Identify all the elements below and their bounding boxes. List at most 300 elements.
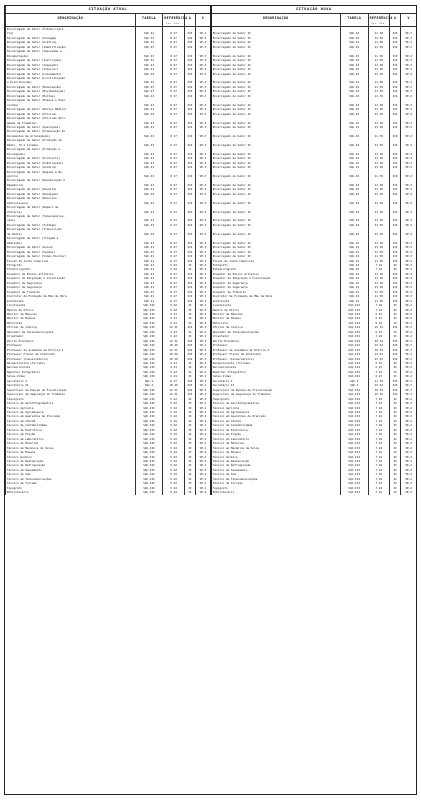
a-cell-nova: II xyxy=(389,410,400,414)
a-cell-nova: II xyxy=(389,370,400,374)
v-cell-atual: VE-3 xyxy=(196,294,211,298)
tabela-cell-atual: SQC-II xyxy=(135,299,163,303)
referencia-cell-nova: 11 30 xyxy=(368,36,389,40)
referencia-cell-nova: 11 30 xyxy=(368,72,389,76)
referencia-cell-nova: 11 30 xyxy=(368,254,389,258)
denominacao-cell-nova: Topógrafo xyxy=(211,486,341,490)
tabela-cell-nova: SQC-III xyxy=(340,325,368,329)
tabela-cell-atual: SQC-III xyxy=(135,406,163,410)
a-cell-nova: III xyxy=(389,299,400,303)
referencia-cell-atual: 8 27 xyxy=(163,58,184,62)
col-v-atual: V xyxy=(196,14,211,27)
tabela-cell-nova: SQC-II xyxy=(340,54,368,58)
denominacao-cell-nova: Supervisor de Segurança do Trabalho xyxy=(211,392,341,396)
tabela-cell-atual: SQC-III xyxy=(135,455,163,459)
denominacao-cell-atual: sições) xyxy=(6,103,136,107)
tabela-cell-nova: SQC-III xyxy=(340,321,368,325)
tabela-cell-atual: SQC-III xyxy=(135,490,163,494)
tabela-cell-nova: SQC-III xyxy=(340,472,368,476)
a-cell-nova: III xyxy=(389,281,400,285)
referencia-cell-atual: 8 27 xyxy=(163,72,184,76)
a-cell-atual: III xyxy=(184,276,195,280)
referencia-cell-atual: 8 27 xyxy=(163,174,184,178)
v-cell-atual: VE-3 xyxy=(196,285,211,289)
referencia-cell-atual: 8 27 xyxy=(163,187,184,191)
referencia-cell-atual: 8 27 xyxy=(163,281,184,285)
v-cell-nova: VE-2 xyxy=(401,437,416,441)
v-cell-atual: VE-3 xyxy=(196,245,211,249)
denominacao-cell-atual: Encarregado de Setor (Recepção) xyxy=(6,192,136,196)
tabela-cell-nova: SQC-II xyxy=(340,103,368,107)
tabela-cell-atual: SQC-III xyxy=(135,388,163,392)
denominacao-cell-atual: Técnico em Fiação xyxy=(6,432,136,436)
denominacao-cell-nova: Encarregado de Setor II xyxy=(211,254,341,258)
a-cell-nova: II xyxy=(389,321,400,325)
a-cell-nova: II xyxy=(389,486,400,490)
referencia-cell-atual: 4 21 xyxy=(163,312,184,316)
tabela-cell-nova: SQC-II xyxy=(340,161,368,165)
a-cell-nova: II xyxy=(389,481,400,485)
tabela-cell-atual: SQC-II xyxy=(135,161,163,165)
v-cell-nova: VE-3 xyxy=(401,232,416,236)
a-cell-atual: III xyxy=(184,218,195,222)
tabela-cell-atual: SQC-III xyxy=(135,357,163,361)
a-cell-nova: III xyxy=(389,250,400,254)
referencia-cell-nova: 11 30 xyxy=(368,192,389,196)
v-cell-nova: VE-2 xyxy=(401,414,416,418)
a-cell-atual: II xyxy=(184,459,195,463)
denominacao-cell-atual: Técnico Agrícola xyxy=(6,406,136,410)
referencia-cell-atual: 5 22 xyxy=(163,414,184,418)
denominacao-cell-atual: Técnico de Contabilidade xyxy=(6,423,136,427)
denominacao-cell-atual: Pagadoria) xyxy=(6,183,136,187)
referencia-cell-nova: 11 30 xyxy=(368,112,389,116)
a-cell-atual: III xyxy=(184,85,195,89)
tabela-cell-atual: SQC-II xyxy=(135,112,163,116)
tabela-cell-atual: SQC-III xyxy=(135,472,163,476)
referencia-cell-nova: 7 24 xyxy=(368,437,389,441)
denominacao-cell-nova: Técnico de Restauração xyxy=(211,459,341,463)
a-cell-atual: III xyxy=(184,183,195,187)
tabela-cell-atual: SQC-III xyxy=(135,414,163,418)
v-cell-atual: VE-3 xyxy=(196,103,211,107)
v-cell-atual: VE-3 xyxy=(196,348,211,352)
tabela-cell-atual: SQC-II xyxy=(135,245,163,249)
a-cell-nova: III xyxy=(389,174,400,178)
a-cell-nova: III xyxy=(389,276,400,280)
denominacao-cell-atual: Encarregado de Setor (Inspeção) xyxy=(6,63,136,67)
referencia-cell-nova: 11 30 xyxy=(368,58,389,62)
a-cell-nova: II xyxy=(389,459,400,463)
denominacao-cell-atual: ções) xyxy=(6,218,136,222)
a-cell-atual: III xyxy=(184,201,195,205)
referencia-cell-atual: 5 22 xyxy=(163,490,184,494)
denominacao-cell-atual: Admissão) xyxy=(6,241,136,245)
referencia-cell-nova: 11 30 xyxy=(368,245,389,249)
a-cell-nova: III xyxy=(389,290,400,294)
a-cell-nova: III xyxy=(389,40,400,44)
a-cell-atual: II xyxy=(184,472,195,476)
tabela-cell-atual: SQC-II xyxy=(135,72,163,76)
denominacao-cell-atual: Rádio, TV e Cinema) xyxy=(6,143,136,147)
a-cell-atual: II xyxy=(184,401,195,405)
tabela-cell-nova: SQC-III xyxy=(340,401,368,405)
v-cell-nova: VE-3 xyxy=(401,72,416,76)
col-denominacao-atual: DENOMINAÇÃO xyxy=(6,14,136,27)
denominacao-cell-atual: Encarregado de Setor (Tráfego) xyxy=(6,223,136,227)
v-cell-atual: VE-2 xyxy=(196,330,211,334)
a-cell-atual: II xyxy=(184,267,195,271)
a-cell-nova: III xyxy=(389,134,400,138)
denominacao-cell-nova: Encarregado de Setor II xyxy=(211,165,341,169)
v-cell-atual: VE-2 xyxy=(196,477,211,481)
tabela-cell-atual: SQC-II xyxy=(135,67,163,71)
a-cell-atual: III xyxy=(184,63,195,67)
referencia-cell-nova: 15 34 xyxy=(368,348,389,352)
denominacao-cell-atual: Encarregado de Setor (Fotomicrogra- xyxy=(6,27,136,32)
denominacao-cell-nova: Orientador xyxy=(211,334,341,338)
a-cell-nova: III xyxy=(389,210,400,214)
v-cell-nova: VE-3 xyxy=(401,85,416,89)
denominacao-cell-nova: Técnico Agrícola xyxy=(211,406,341,410)
v-cell-nova: VE-3 xyxy=(401,80,416,84)
v-cell-nova: VE-2 xyxy=(401,397,416,401)
tabela-cell-atual: SQC-III xyxy=(135,463,163,467)
v-cell-atual: VE-3 xyxy=(196,134,211,138)
denominacao-cell-atual: Encarregado de Setor (Publicações) xyxy=(6,161,136,165)
referencia-cell-nova: 11 30 xyxy=(368,107,389,111)
v-cell-nova: VE-2 xyxy=(401,455,416,459)
a-cell-nova: II xyxy=(389,477,400,481)
v-cell-nova: VE-3 xyxy=(401,161,416,165)
current-situation-title: SITUAÇÃO ATUAL xyxy=(6,6,211,14)
a-cell-atual: III xyxy=(184,339,195,343)
v-cell-nova: VE-3 xyxy=(401,125,416,129)
v-cell-atual: VE-3 xyxy=(196,290,211,294)
denominacao-cell-nova: Encarregado de Setor II xyxy=(211,192,341,196)
denominacao-cell-nova: Técnico de Material xyxy=(211,441,341,445)
v-cell-atual: VE-3 xyxy=(196,241,211,245)
denominacao-cell-atual: Professor Fiscal de Internato xyxy=(6,352,136,356)
denominacao-cell-atual: Professor (Conservatório) xyxy=(6,357,136,361)
tabela-cell-atual: SQC-III xyxy=(135,330,163,334)
a-cell-atual: III xyxy=(184,290,195,294)
denominacao-cell-nova: Oficial de Justiça xyxy=(211,325,341,329)
a-cell-atual: II xyxy=(184,486,195,490)
denominacao-cell-atual: Técnico de Turismo xyxy=(6,481,136,485)
a-cell-atual: III xyxy=(184,254,195,258)
v-cell-atual: VE-3 xyxy=(196,218,211,222)
a-cell-nova: II xyxy=(389,414,400,418)
a-cell-nova: III xyxy=(389,223,400,227)
referencia-cell-nova: 7 24 xyxy=(368,423,389,427)
tabela-cell-atual: SQC-II xyxy=(135,276,163,280)
tabela-cell-atual: SQC-III xyxy=(135,410,163,414)
a-cell-atual: II xyxy=(184,450,195,454)
v-cell-atual: VE-2 xyxy=(196,432,211,436)
referencia-cell-atual: 5 22 xyxy=(163,459,184,463)
referencia-cell-atual: 8 27 xyxy=(163,218,184,222)
denominacao-cell-nova: Bibliotecário xyxy=(211,490,341,494)
a-cell-nova: II xyxy=(389,446,400,450)
tabela-cell-atual: SQC-III xyxy=(135,374,163,378)
referencia-cell-atual: 8 27 xyxy=(163,192,184,196)
a-cell-atual: III xyxy=(184,187,195,191)
denominacao-cell-atual: Inspetor de Ensino Artístico xyxy=(6,272,136,276)
tabela-cell-nova: SQC-III xyxy=(340,419,368,423)
referencia-cell-atual: 5 22 xyxy=(163,441,184,445)
denominacao-cell-nova: Técnico Químico xyxy=(211,455,341,459)
denominacao-cell-nova: Secretário II xyxy=(211,383,341,387)
a-cell-nova: III xyxy=(389,58,400,62)
referencia-cell-nova: 7 24 xyxy=(368,410,389,414)
tabela-cell-nova: SQC-II xyxy=(340,152,368,156)
a-cell-nova: III xyxy=(389,392,400,396)
a-cell-atual: II xyxy=(184,437,195,441)
denominacao-cell-nova: Linotipista xyxy=(211,303,341,307)
denominacao-cell-nova: Mestre de Ofício xyxy=(211,308,341,312)
v-cell-atual: VE-3 xyxy=(196,272,211,276)
a-cell-atual: III xyxy=(184,379,195,383)
v-cell-atual: VE-3 xyxy=(196,94,211,98)
denominacao-cell-nova: Encarregado de Setor II xyxy=(211,223,341,227)
denominacao-cell-atual: Perito Econômico xyxy=(6,339,136,343)
referencia-cell-nova: 15 34 xyxy=(368,392,389,396)
referencia-cell-nova: 11 30 xyxy=(368,54,389,58)
a-cell-nova: II xyxy=(389,423,400,427)
referencia-cell-atual: 8 27 xyxy=(163,294,184,298)
referencia-cell-nova: 11 30 xyxy=(368,379,389,383)
denominacao-cell-atual: Encarregado de Setor (Liciliteração xyxy=(6,76,136,80)
v-cell-nova: VE-2 xyxy=(401,303,416,307)
referencia-cell-nova: 11 30 xyxy=(368,143,389,147)
v-cell-atual: VE-2 xyxy=(196,308,211,312)
tabela-cell-atual: SQC-III xyxy=(135,361,163,365)
denominacao-cell-atual: Encarregado de Setor (Lançamento) xyxy=(6,72,136,76)
tabela-cell-atual: SQC-III xyxy=(135,308,163,312)
tabela-cell-nova: SQC-III xyxy=(340,437,368,441)
tabela-cell-nova: SQC-II xyxy=(340,294,368,298)
referencia-cell-atual: 5 22 xyxy=(163,432,184,436)
denominacao-cell-atual: gadas de Trabalho) xyxy=(6,121,136,125)
denominacao-cell-atual: Orientador xyxy=(6,334,136,338)
tabela-cell-nova: SQC-II xyxy=(340,165,368,169)
referencia-cell-nova: 15 34 xyxy=(368,388,389,392)
v-cell-atual: VE-2 xyxy=(196,414,211,418)
a-cell-atual: II xyxy=(184,490,195,494)
referencia-cell-atual: 8 27 xyxy=(163,254,184,258)
v-cell-atual: VE-3 xyxy=(196,187,211,191)
a-cell-atual: III xyxy=(184,285,195,289)
referencia-cell-nova: 13 32 xyxy=(368,357,389,361)
denominacao-cell-atual: Técnico Químico xyxy=(6,455,136,459)
a-cell-atual: III xyxy=(184,152,195,156)
tabela-cell-atual: SQC-III xyxy=(135,441,163,445)
v-cell-nova: VE-3 xyxy=(401,267,416,271)
referencia-cell-atual: 12 31 xyxy=(163,325,184,329)
referencia-cell-nova: 11 30 xyxy=(368,94,389,98)
tabela-cell-nova: SQC-II xyxy=(340,187,368,191)
referencia-cell-atual: 8 27 xyxy=(163,134,184,138)
tabela-cell-nova: SQC-II xyxy=(340,80,368,84)
a-cell-atual: III xyxy=(184,352,195,356)
a-cell-nova: III xyxy=(389,80,400,84)
referencia-cell-nova: 11 30 xyxy=(368,80,389,84)
tabela-cell-nova: SQC-II xyxy=(340,276,368,280)
denominacao-cell-atual: Fotógrafo xyxy=(6,263,136,267)
a-cell-atual: III xyxy=(184,103,195,107)
v-cell-atual: VE-3 xyxy=(196,67,211,71)
denominacao-cell-atual: Encarregado de Setor (Impressão e xyxy=(6,49,136,53)
tabela-cell-atual: SQC-III xyxy=(135,428,163,432)
a-cell-nova: III xyxy=(389,218,400,222)
denominacao-cell-atual: Encarregado de Setor (Gráfica) xyxy=(6,40,136,44)
a-cell-atual: III xyxy=(184,343,195,347)
a-cell-atual: II xyxy=(184,419,195,423)
tabela-cell-atual: SQC-III xyxy=(135,423,163,427)
tabela-cell-nova: SQC-II xyxy=(340,72,368,76)
v-cell-nova: VE-3 xyxy=(401,107,416,111)
v-cell-nova: VE-3 xyxy=(401,45,416,49)
tabela-cell-nova: SQC-II xyxy=(340,250,368,254)
a-cell-nova: III xyxy=(389,245,400,249)
denominacao-cell-nova: Monitor de Menores xyxy=(211,312,341,316)
denominacao-cell-nova: Encarregado de Setor II xyxy=(211,63,341,67)
tabela-cell-nova: SQC-III xyxy=(340,339,368,343)
tabela-cell-nova: SQC-III xyxy=(340,374,368,378)
denominacao-cell-nova: Encarregado de Setor II xyxy=(211,54,341,58)
a-cell-atual: III xyxy=(184,210,195,214)
a-cell-nova: III xyxy=(389,67,400,71)
a-cell-nova: III xyxy=(389,89,400,93)
referencia-cell-atual: 8 27 xyxy=(163,259,184,263)
denominacao-cell-nova: Encarregado de Setor II xyxy=(211,40,341,44)
tabela-cell-atual: SQC-III xyxy=(135,459,163,463)
referencia-cell-atual: 8 27 xyxy=(163,223,184,227)
col-referencia-label: REFERÊNCIA xyxy=(164,16,188,20)
denominacao-cell-nova: Encarregado de Setor II xyxy=(211,58,341,62)
referencia-cell-atual: 8 27 xyxy=(163,85,184,89)
a-cell-atual: III xyxy=(184,348,195,352)
referencia-cell-nova: 11 30 xyxy=(368,134,389,138)
tabela-cell-nova: SQC-II xyxy=(340,285,368,289)
denominacao-cell-nova: Supervisor de Equipe de Fiscalização xyxy=(211,388,341,392)
denominacao-cell-nova: Encarregado de Setor II xyxy=(211,250,341,254)
denominacao-cell-atual: Encarregado de Setor (Telecomunica- xyxy=(6,214,136,218)
a-cell-nova: III xyxy=(389,388,400,392)
v-cell-atual: VE-2 xyxy=(196,419,211,423)
tabela-cell-nova: SQC-II xyxy=(340,143,368,147)
col-v-nova: V xyxy=(401,14,416,27)
denominacao-cell-atual: Oficial de Justiça xyxy=(6,325,136,329)
v-cell-nova: VE-2 xyxy=(401,312,416,316)
denominacao-cell-atual: Encarregado de Setor (Oficinas Abri- xyxy=(6,116,136,120)
denominacao-cell-atual: Documentos de Arrecadação) xyxy=(6,134,136,138)
denominacao-cell-atual: Encarregado de Setor (Racemização e xyxy=(6,178,136,182)
tabela-cell-atual: SQC-II xyxy=(135,241,163,245)
a-cell-atual: II xyxy=(184,446,195,450)
tabela-cell-nova: SQC-II xyxy=(340,201,368,205)
v-cell-nova: VE-2 xyxy=(401,365,416,369)
v-cell-atual: VE-2 xyxy=(196,365,211,369)
v-cell-nova: VE-2 xyxy=(401,490,416,494)
v-cell-nova: VE-3 xyxy=(401,121,416,125)
referencia-cell-nova: 11 30 xyxy=(368,174,389,178)
referencia-cell-nova: 7 24 xyxy=(368,414,389,418)
v-cell-atual: VE-2 xyxy=(196,490,211,494)
referencia-cell-nova: 11 30 xyxy=(368,294,389,298)
a-cell-nova: II xyxy=(389,308,400,312)
denominacao-cell-nova: Técnico em Laboratório xyxy=(211,437,341,441)
tabela-cell-atual: SQC-III xyxy=(135,352,163,356)
referencia-cell-nova: 11 30 xyxy=(368,299,389,303)
tabela-cell-nova: SQC-II xyxy=(340,183,368,187)
a-cell-nova: III xyxy=(389,85,400,89)
referencia-cell-nova: 11 30 xyxy=(368,89,389,93)
v-cell-atual: VE-2 xyxy=(196,441,211,445)
denominacao-cell-nova: Encarregado de Setor II xyxy=(211,103,341,107)
tabela-cell-atual: SQC-II xyxy=(135,134,163,138)
v-cell-nova: VE-2 xyxy=(401,401,416,405)
a-cell-nova: III xyxy=(389,339,400,343)
referencia-cell-atual: 5 22 xyxy=(163,472,184,476)
denominacao-cell-atual: Técnico em Saneamento xyxy=(6,468,136,472)
referencia-cell-atual: 10 29 xyxy=(163,352,184,356)
referencia-cell-atual: 8 27 xyxy=(163,161,184,165)
v-cell-atual: VE-3 xyxy=(196,161,211,165)
denominacao-cell-nova: Técnico de Som xyxy=(211,472,341,476)
referencia-cell-atual: 8 27 xyxy=(163,40,184,44)
denominacao-cell-atual: Operador de Telecomunicações xyxy=(6,330,136,334)
a-cell-atual: II xyxy=(184,312,195,316)
a-cell-nova: II xyxy=(389,428,400,432)
referencia-cell-atual: 5 22 xyxy=(163,477,184,481)
tabela-cell-nova: SQC-II xyxy=(340,31,368,35)
a-cell-atual: III xyxy=(184,388,195,392)
a-cell-atual: III xyxy=(184,241,195,245)
v-cell-atual: VE-3 xyxy=(196,259,211,263)
tabela-cell-atual: SQC-II xyxy=(135,294,163,298)
tabela-cell-atual: SQC-II xyxy=(135,143,163,147)
denominacao-cell-atual: Fiscal de Junta Comercial xyxy=(6,259,136,263)
v-cell-atual: VE-3 xyxy=(196,352,211,356)
a-cell-atual: III xyxy=(184,165,195,169)
referencia-cell-atual: 8 27 xyxy=(163,241,184,245)
tabela-cell-nova: SQC-III xyxy=(340,357,368,361)
v-cell-nova: VE-3 xyxy=(401,259,416,263)
referencia-cell-nova: 11 30 xyxy=(368,161,389,165)
denominacao-cell-atual: gistro) xyxy=(6,174,136,178)
a-cell-atual: III xyxy=(184,72,195,76)
referencia-cell-nova: 7 24 xyxy=(368,401,389,405)
tabela-cell-atual: SQC-III xyxy=(135,432,163,436)
v-cell-nova: VE-3 xyxy=(401,263,416,267)
denominacao-cell-atual: Bibliotecário xyxy=(6,490,136,494)
v-cell-nova: VE-3 xyxy=(401,134,416,138)
denominacao-cell-nova: Encarregado de Setor II xyxy=(211,245,341,249)
denominacao-cell-nova: Fiscal de Junta Comercial xyxy=(211,259,341,263)
tabela-cell-nova: SQC-II xyxy=(340,40,368,44)
a-cell-atual: III xyxy=(184,272,195,276)
v-cell-atual: VE-2 xyxy=(196,361,211,365)
referencia-cell-nova: 15 34 xyxy=(368,339,389,343)
tabela-cell-nova: SQC-III xyxy=(340,455,368,459)
a-cell-nova: III xyxy=(389,63,400,67)
referencia-cell-nova: 7 24 xyxy=(368,455,389,459)
a-cell-atual: III xyxy=(184,45,195,49)
v-cell-atual: VE-2 xyxy=(196,486,211,490)
referencia-cell-nova: 13 32 xyxy=(368,343,389,347)
